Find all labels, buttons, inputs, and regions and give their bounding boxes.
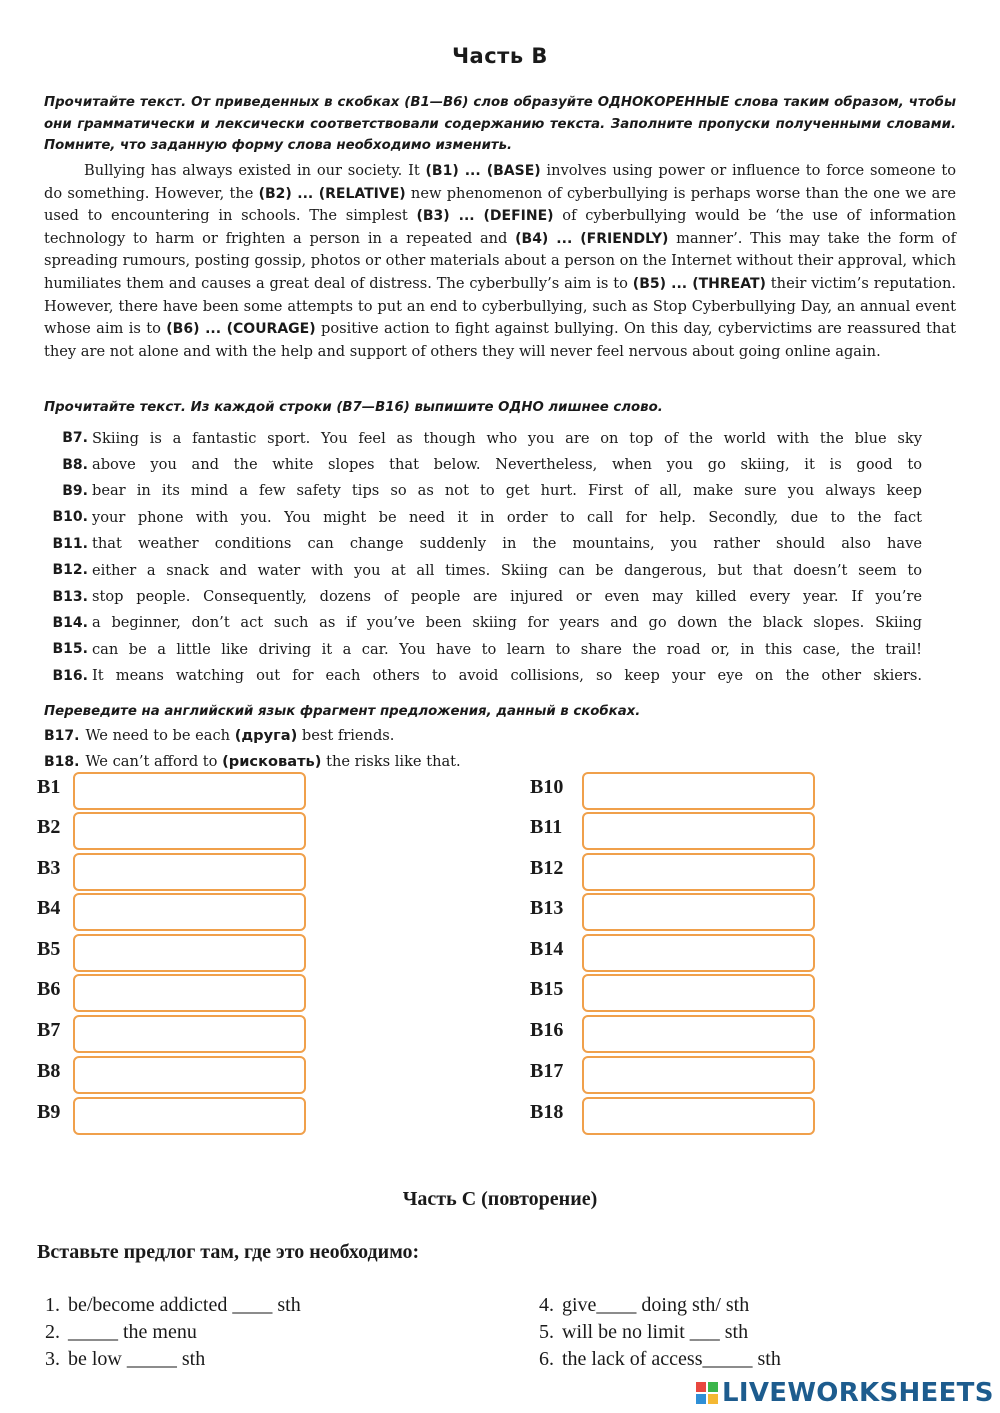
answer-input-b13[interactable] xyxy=(582,893,815,931)
part-c-title: Часть С (повторение) xyxy=(402,1188,598,1210)
answer-label: B8 xyxy=(37,1060,61,1082)
list-item: 2. _____ the menu xyxy=(45,1321,197,1343)
gap-b6: (B6) ... (COURAGE) xyxy=(166,321,316,338)
answer-input-b14[interactable] xyxy=(582,934,815,972)
list-item: 6. the lack of access_____ sth xyxy=(539,1348,781,1370)
part-b-title: Часть В xyxy=(452,44,548,68)
answer-label: B12 xyxy=(530,857,564,879)
line-number: B7. xyxy=(62,430,88,447)
answer-label: B3 xyxy=(37,857,61,879)
text-line xyxy=(40,504,922,530)
line-text: can be a little like driving it a car. You have to learn to share the road or, in this case, the trail! xyxy=(92,640,922,658)
gap-b1: (B1) ... (BASE) xyxy=(425,163,541,179)
answer-label: B4 xyxy=(37,897,61,919)
answer-input-b3[interactable] xyxy=(73,853,306,891)
line-number: B11. xyxy=(52,535,88,552)
line-text: It means watching out for each others to avoid collisions, so keep your eye on the other skiers. xyxy=(92,667,922,685)
text-line xyxy=(40,636,922,662)
answer-input-b7[interactable] xyxy=(73,1015,306,1053)
answer-input-b6[interactable] xyxy=(73,974,306,1012)
answer-label: B10 xyxy=(530,776,564,798)
line-number: B9. xyxy=(62,482,88,499)
answer-input-b18[interactable] xyxy=(582,1097,815,1135)
line-number: B10. xyxy=(52,509,88,526)
line-text: bear in its mind a few safety tips so as not to get hurt. First of all, make sure you always keep xyxy=(92,482,922,500)
gap-b3: (B3) ... (DEFINE) xyxy=(416,208,554,225)
answer-label: B2 xyxy=(37,816,61,838)
instruction-translate: Переведите на английский язык фрагмент предложения, данный в скобках. xyxy=(44,704,641,719)
line-number: B12. xyxy=(52,562,88,579)
answer-label: B14 xyxy=(530,938,564,960)
text-line xyxy=(40,610,922,636)
text-line xyxy=(40,425,922,451)
line-number: B16. xyxy=(52,667,88,684)
liveworksheets-wordmark: LIVEWORKSHEETS xyxy=(722,1378,994,1408)
answer-label: B1 xyxy=(37,776,61,798)
text-line xyxy=(40,451,922,477)
line-text: stop people. Consequently, dozens of people are injured or even may killed every year. If you’re xyxy=(92,588,922,606)
text-line xyxy=(40,663,922,689)
answer-label: B13 xyxy=(530,897,564,919)
text-line xyxy=(40,557,922,583)
line-number: B13. xyxy=(52,588,88,605)
text-line xyxy=(40,478,922,504)
answer-label: B9 xyxy=(37,1101,61,1123)
answer-label: B16 xyxy=(530,1019,564,1041)
list-item: 5. will be no limit ___ sth xyxy=(539,1321,749,1343)
liveworksheets-logo-icon xyxy=(696,1382,718,1404)
answer-label: B7 xyxy=(37,1019,61,1041)
text-line xyxy=(40,583,922,609)
instruction-extra-word: Прочитайте текст. Из каждой строки (В7—В16) выпишите ОДНО лишнее слово. xyxy=(44,400,663,415)
line-text: a beginner, don’t act such as if you’ve been skiing for years and go down the black slopes. Skiing xyxy=(92,614,922,632)
answer-input-b15[interactable] xyxy=(582,974,815,1012)
answer-input-b12[interactable] xyxy=(582,853,815,891)
text-line xyxy=(40,531,922,557)
answer-input-b16[interactable] xyxy=(582,1015,815,1053)
line-text: that weather conditions can change suddenly in the mountains, you rather should also have xyxy=(92,535,922,553)
list-item: 4. give____ doing sth/ sth xyxy=(539,1294,750,1316)
line-text: Skiing is a fantastic sport. You feel as though who you are on top of the world with the blue sky xyxy=(92,429,922,447)
line-text: above you and the white slopes that below. Nevertheless, when you go skiing, it is good to xyxy=(92,456,922,474)
answer-label: B15 xyxy=(530,978,564,1000)
cyberbullying-passage: Bullying has always existed in our society. It (B1) ... (BASE) involves using power or influence to force someone to do something. However, the (B2) ... (RELATIVE) new phenomenon of cyberbullying is perhaps worse than the one we are used to encountering in schools. The simplest (B3) ... (DEFINE) of cyberbullying would be ‘the use of information technology to harm or frighten a person in a repeated and (B4) ... (FRIENDLY) manner’. This may take the form of spreading rumours, posting gossip, photos or other materials about a person on the Internet without their approval, which humiliates them and causes a great deal of distress. The cyberbully’s aim is to (B5) ... (THREAT) their victim’s reputation. However, there have been some attempts to put an end to cyberbullying, such as Stop Cyberbullying Day, an annual event whose aim is to (B6) ... (COURAGE) positive action to fight against bullying. On this day, cybervictims are reassured that they are not alone and with the help and support of others they will never feel nervous about going online again. xyxy=(44,162,956,360)
line-number: B8. xyxy=(62,456,88,473)
liveworksheets-logo xyxy=(696,1378,994,1408)
answer-label: B5 xyxy=(37,938,61,960)
answer-label: B11 xyxy=(530,816,563,838)
line-text: either a snack and water with you at all times. Skiing can be dangerous, but that doesn’t seem to xyxy=(92,561,922,579)
translate-item-b18: B18. We can’t afford to (рисковать) the risks like that. xyxy=(44,753,461,770)
answer-input-b17[interactable] xyxy=(582,1056,815,1094)
preposition-list-left xyxy=(28,1294,301,1375)
answer-input-b8[interactable] xyxy=(73,1056,306,1094)
answer-input-b11[interactable] xyxy=(582,812,815,850)
gap-b2: (B2) ... (RELATIVE) xyxy=(258,185,406,202)
part-c-instruction: Вставьте предлог там, где это необходимо: xyxy=(37,1241,420,1263)
skiing-lines xyxy=(40,425,922,689)
gap-b4: (B4) ... (FRIENDLY) xyxy=(515,230,669,247)
answer-label: B6 xyxy=(37,978,61,1000)
list-item: 3. be low _____ sth xyxy=(45,1348,206,1370)
preposition-list-right xyxy=(522,1294,781,1375)
line-text: your phone with you. You might be need it in order to call for help. Secondly, due to the fact xyxy=(92,508,922,526)
line-number: B14. xyxy=(52,614,88,631)
answer-input-b1[interactable] xyxy=(73,772,306,810)
translate-item-b17: B17. We need to be each (друга) best friends. xyxy=(44,727,395,744)
answer-input-b5[interactable] xyxy=(73,934,306,972)
answer-input-b4[interactable] xyxy=(73,893,306,931)
answer-input-b9[interactable] xyxy=(73,1097,306,1135)
answer-label: B17 xyxy=(530,1060,564,1082)
answer-label: B18 xyxy=(530,1101,564,1123)
answer-input-b10[interactable] xyxy=(582,772,815,810)
gap-b5: (B5) ... (THREAT) xyxy=(632,275,766,292)
answer-input-b2[interactable] xyxy=(73,812,306,850)
line-number: B15. xyxy=(52,641,88,658)
instruction-word-formation: Прочитайте текст. От приведенных в скобках (В1—В6) слов образуйте ОДНОКОРЕННЫЕ слова таким образом, чтобы они грамматически и лексически соответствовали содержанию текста. Заполните пропуски полученными словами. Помните, что заданную форму слова необходимо изменить. xyxy=(44,95,956,153)
list-item: 1. be/become addicted ____ sth xyxy=(45,1294,301,1316)
